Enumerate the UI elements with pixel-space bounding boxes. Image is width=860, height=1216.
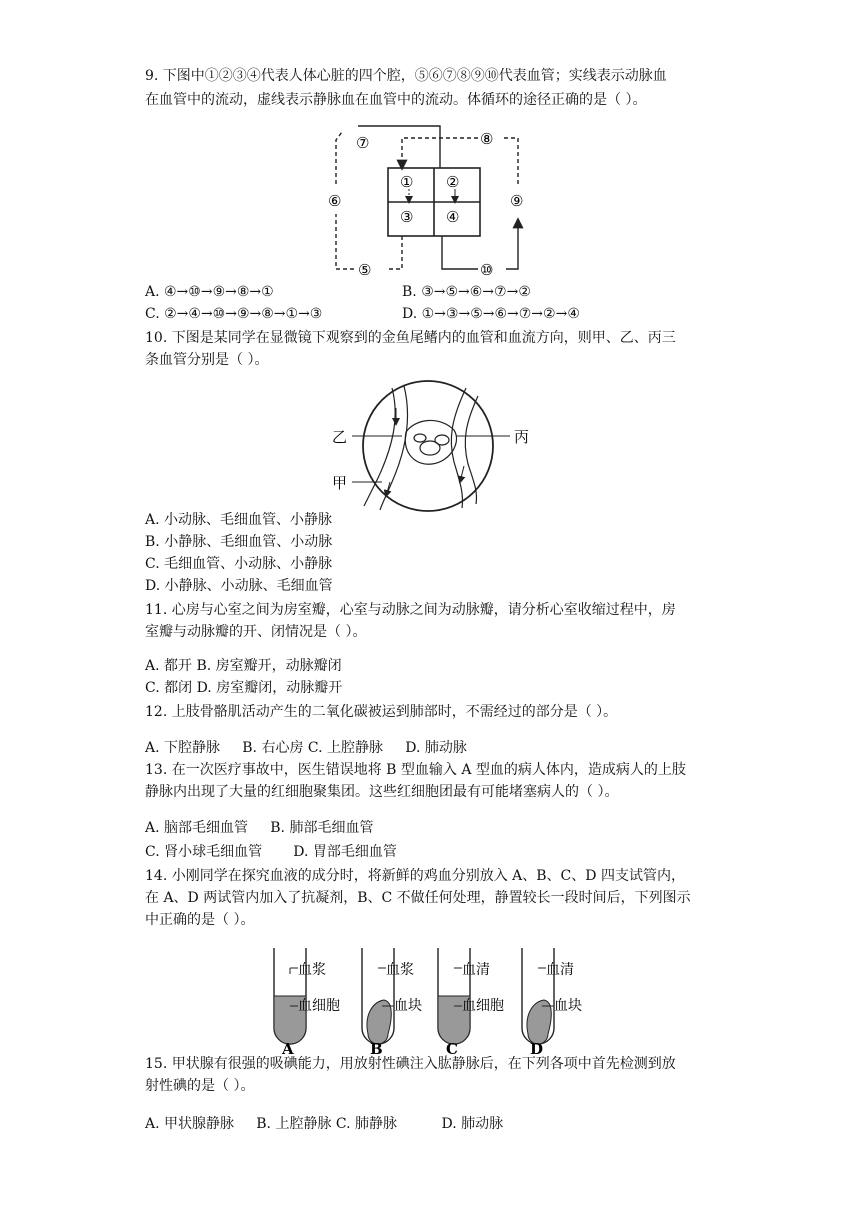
q13-options-line2: C. 肾小球毛细血管 D. 胃部毛细血管 <box>145 844 397 860</box>
q9-label-6: ⑥ <box>328 192 342 210</box>
q14-stem-line2: 在 A、D 两试管内加入了抗凝剂，B、C 不做任何处理，静置较长一段时间后，下列图示 <box>145 890 691 906</box>
q10-label-bing: 丙 <box>514 428 530 446</box>
q10-microscope-blood-vessel-figure <box>330 378 540 514</box>
q10-label-jia: 甲 <box>332 474 348 492</box>
tube-a-top-label: 血浆 <box>298 962 326 978</box>
q10-stem-line1: 10. 下图是某同学在显微镜下观察到的金鱼尾鳍内的血管和血流方向，则甲、乙、丙三 <box>145 330 676 346</box>
q9-label-8: ⑧ <box>480 130 494 148</box>
q10-option-d: D. 小静脉、小动脉、毛细血管 <box>145 578 333 594</box>
q9-label-10: ⑩ <box>480 261 494 279</box>
tube-b-top-label: 血浆 <box>386 962 414 978</box>
tube-a-bottom-label: 血细胞 <box>298 998 340 1014</box>
q9-label-1: ① <box>400 173 414 191</box>
q11-stem-line2: 室瓣与动脉瓣的开、闭情况是（ ）。 <box>145 624 367 640</box>
q10-option-b: B. 小静脉、毛细血管、小动脉 <box>145 534 333 550</box>
q10-option-c: C. 毛细血管、小动脉、小静脉 <box>145 556 333 572</box>
tube-c-bottom-label: 血细胞 <box>462 998 504 1014</box>
q11-stem-line1: 11. 心房与心室之间为房室瓣，心室与动脉之间为动脉瓣，请分析心室收缩过程中，房 <box>145 602 676 618</box>
q9-heart-circulation-diagram <box>320 118 540 284</box>
q9-stem-line1: 9. 下图中①②③④代表人体心脏的四个腔，⑤⑥⑦⑧⑨⑩代表血管；实线表示动脉血 <box>145 68 667 84</box>
q9-label-7: ⑦ <box>356 134 370 152</box>
tube-d-bottom-label: 血块 <box>554 998 582 1014</box>
q9-option-a: A. ④→⑩→⑨→⑧→① <box>145 284 274 300</box>
tube-d-letter: D <box>530 1040 544 1056</box>
q15-options: A. 甲状腺静脉 B. 上腔静脉 C. 肺静脉 D. 肺动脉 <box>145 1116 504 1132</box>
q9-stem-line2: 在血管中的流动，虚线表示静脉血在血管中的流动。体循环的途径正确的是（ ）。 <box>145 92 647 108</box>
q9-label-5: ⑤ <box>358 261 372 279</box>
q9-label-2: ② <box>446 173 460 191</box>
q10-label-yi: 乙 <box>332 428 348 446</box>
q15-stem-line1: 15. 甲状腺有很强的吸碘能力，用放射性碘注入肱静脉后，在下列各项中首先检测到放 <box>145 1056 676 1072</box>
tube-b-letter: B <box>370 1040 383 1056</box>
q12-options: A. 下腔静脉 B. 右心房 C. 上腔静脉 D. 肺动脉 <box>145 740 467 756</box>
q15-stem-line2: 射性碘的是（ ）。 <box>145 1078 255 1094</box>
q14-test-tubes-figure <box>268 944 598 1056</box>
q9-option-c: C. ②→④→⑩→⑨→⑧→①→③ <box>145 306 323 322</box>
q9-option-b: B. ③→⑤→⑥→⑦→② <box>402 284 531 300</box>
q9-option-d: D. ①→③→⑤→⑥→⑦→②→④ <box>402 306 580 322</box>
q9-label-4: ④ <box>446 208 460 226</box>
q9-label-9: ⑨ <box>510 192 524 210</box>
tube-c-top-label: 血清 <box>462 962 490 978</box>
q11-options-line1: A. 都开 B. 房室瓣开，动脉瓣闭 <box>145 658 342 674</box>
q13-stem-line1: 13. 在一次医疗事故中，医生错误地将 B 型血输入 A 型血的病人体内，造成病人的上肢 <box>145 762 686 778</box>
tube-c-letter: C <box>446 1040 458 1056</box>
tube-b-bottom-label: 血块 <box>394 998 422 1014</box>
tube-d-top-label: 血清 <box>546 962 574 978</box>
q13-options-line1: A. 脑部毛细血管 B. 肺部毛细血管 <box>145 820 374 836</box>
q9-label-3: ③ <box>400 208 414 226</box>
q14-stem-line3: 中正确的是（ ）。 <box>145 912 255 928</box>
q14-stem-line1: 14. 小刚同学在探究血液的成分时，将新鲜的鸡血分别放入 A、B、C、D 四支试管内， <box>145 868 685 884</box>
q10-option-a: A. 小动脉、毛细血管、小静脉 <box>145 512 333 528</box>
q12-stem-line1: 12. 上肢骨骼肌活动产生的二氧化碳被运到肺部时，不需经过的部分是（ ）。 <box>145 704 618 720</box>
q10-stem-line2: 条血管分别是（ ）。 <box>145 352 269 368</box>
q13-stem-line2: 静脉内出现了大量的红细胞聚集团。这些红细胞团最有可能堵塞病人的（ ）。 <box>145 784 619 800</box>
tube-a-letter: A <box>282 1040 294 1056</box>
q11-options-line2: C. 都闭 D. 房室瓣闭，动脉瓣开 <box>145 680 343 696</box>
